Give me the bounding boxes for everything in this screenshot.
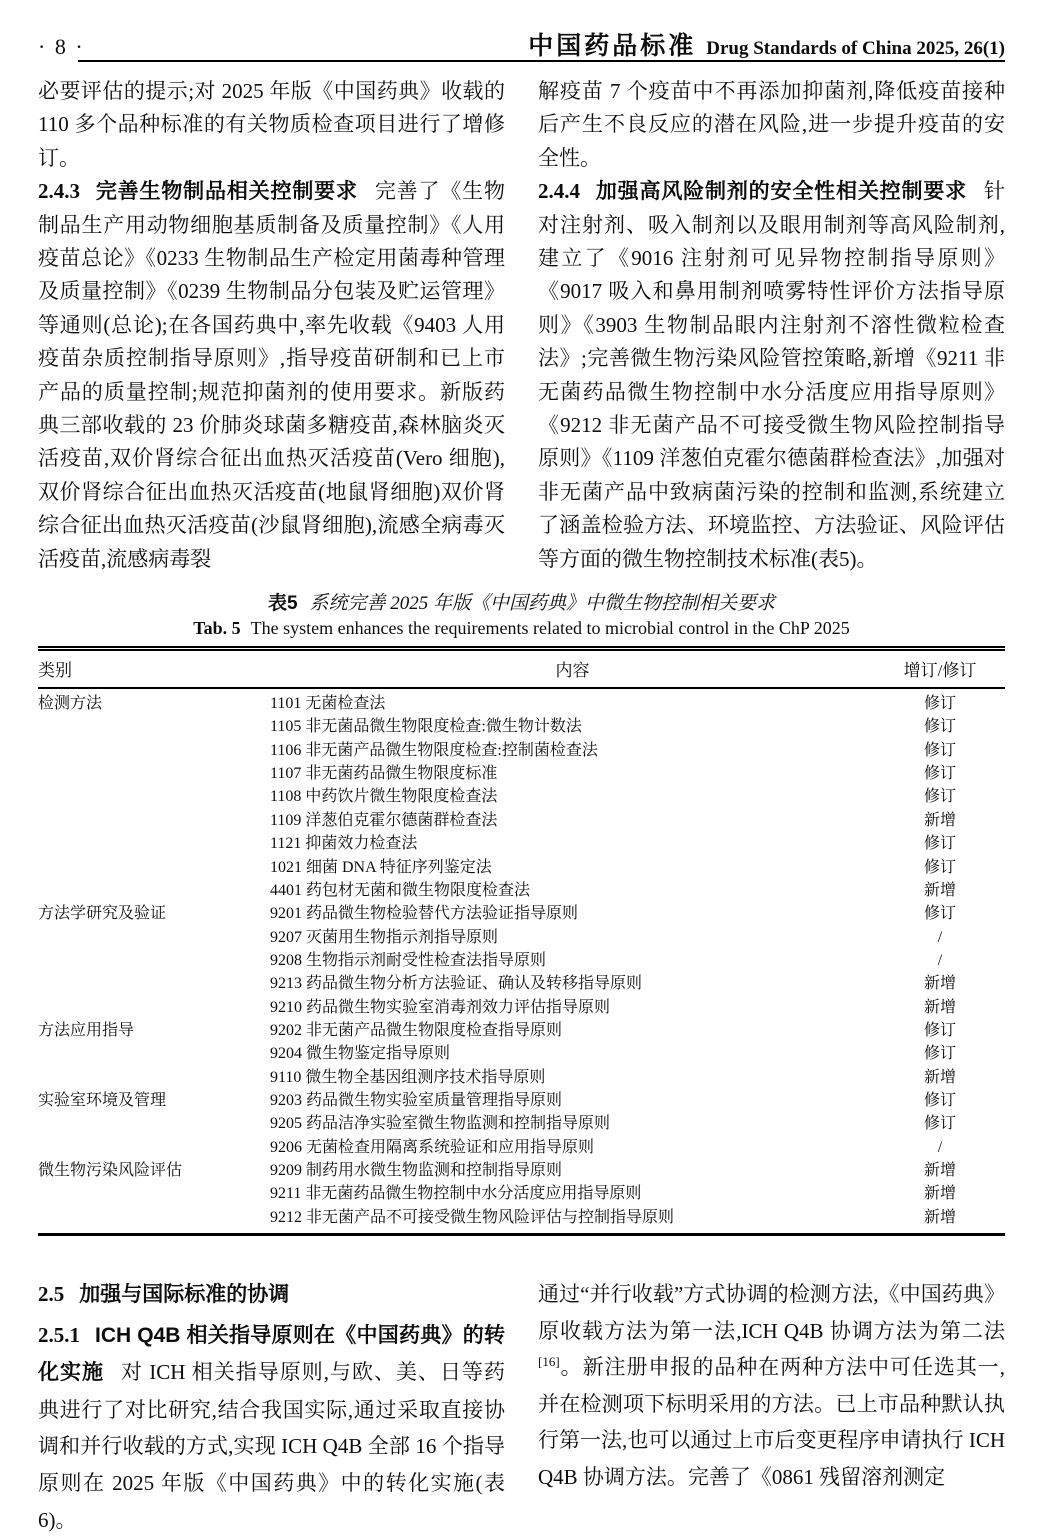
table5 — [38, 646, 1005, 1236]
row-status: / — [937, 951, 943, 969]
row-status: 修订 — [923, 1021, 956, 1039]
row-status: 修订 — [923, 835, 956, 853]
row-status: / — [937, 1138, 943, 1156]
table-row — [38, 1206, 1005, 1235]
row-status: 修订 — [923, 788, 956, 806]
row-content: 9110 微生物全基因组测序技术指导原则 — [270, 1068, 546, 1086]
row-category: 微生物污染风险评估 — [38, 1161, 183, 1179]
row-content: 1105 非无菌品微生物限度检查:微生物计数法 — [270, 718, 582, 736]
table-body — [38, 688, 1005, 1234]
row-content: 9203 药品微生物实验室质量管理指导原则 — [270, 1091, 563, 1109]
table-row — [38, 809, 1005, 832]
table-row — [38, 1042, 1005, 1065]
row-content: 9209 制药用水微生物监测和控制指导原则 — [270, 1161, 563, 1179]
table-caption-en-label: Tab. 5 — [193, 618, 241, 639]
table-row — [38, 972, 1005, 995]
row-content: 1101 无菌检查法 — [270, 695, 386, 713]
row-category — [38, 1136, 270, 1159]
row-category — [38, 1182, 270, 1205]
row-category: 方法应用指导 — [38, 1021, 135, 1039]
row-status: 修订 — [923, 765, 956, 783]
upper-right-column — [538, 75, 1005, 576]
row-status: 新增 — [923, 1208, 956, 1226]
row-content: 4401 药包材无菌和微生物限度检查法 — [270, 881, 531, 899]
row-status: 新增 — [923, 1161, 956, 1179]
row-category: 检测方法 — [38, 695, 103, 713]
section-2-5 — [38, 1276, 505, 1314]
table-caption-en — [38, 618, 1005, 639]
table-row — [38, 785, 1005, 808]
section-2-4-3 — [38, 175, 505, 576]
row-category — [38, 972, 270, 995]
row-content: 9212 非无菌产品不可接受微生物风险评估与控制指导原则 — [270, 1208, 675, 1226]
row-category: 实验室环境及管理 — [38, 1091, 167, 1109]
row-status: 修订 — [923, 1091, 956, 1109]
table-caption-cn — [38, 588, 1005, 615]
section-body: 针对注射剂、吸入制剂以及眼用制剂等高风险制剂,建立了《9016 注射剂可见异物控制指导原则》《9017 吸入和鼻用制剂喷雾特性评价方法指导原则》《3903 生物制品眼内注射剂不溶性微粒检查法》;完善微生物污染风险管控策略,新增《9211 非无菌药品微生物控制中水分活度应用指导原则》《9212 非无菌产品不可接受微生物风险控制指导原则》《1109 洋葱伯克霍尔德菌群检查法》,加强对非无菌产品中致病菌污染的控制和监测,系统建立了涵盖检验方法、环境监控、方法验证、风险评估等方面的微生物控制技术标准(表5)。 — [538, 179, 1005, 571]
row-content: 1107 非无菌药品微生物限度标准 — [270, 765, 498, 783]
section-number: 2.5.1 — [38, 1322, 80, 1347]
reference-marker: [16] — [538, 1354, 560, 1370]
table-row — [38, 926, 1005, 949]
text-after-reference: 。新注册申报的品种在两种方法中可任选其一,并在检测项下标明采用的方法。已上市品种默认执行第一法,也可以通过上市后变更程序申请执行 ICH Q4B 协调方法。完善了《0861 残留溶剂测定 — [538, 1355, 1005, 1489]
table-row — [38, 949, 1005, 972]
row-category — [38, 762, 270, 785]
row-content: 1106 非无菌产品微生物限度检查:控制菌检查法 — [270, 741, 598, 759]
table-caption-cn-label: 表5 — [267, 593, 298, 615]
table-caption-cn-text: 系统完善 2025 年版《中国药典》中微生物控制相关要求 — [309, 593, 776, 615]
row-status: 新增 — [923, 811, 956, 829]
row-category — [38, 739, 270, 762]
paragraph-continuation — [538, 1276, 1005, 1496]
row-category: 方法学研究及验证 — [38, 905, 167, 923]
row-category — [38, 832, 270, 855]
row-category — [38, 1042, 270, 1065]
paragraph-continuation: 解疫苗 7 个疫苗中不再添加抑菌剂,降低疫苗接种后产生不良反应的潜在风险,进一步提升疫苗的安全性。 — [538, 79, 1005, 170]
row-status: 新增 — [923, 998, 956, 1016]
table-row — [38, 996, 1005, 1019]
row-content: 9201 药品微生物检验替代方法验证指导原则 — [270, 905, 579, 923]
row-content: 9207 灭菌用生物指示剂指导原则 — [270, 928, 499, 946]
running-head — [38, 26, 1005, 58]
journal-title-en: Drug Standards of China 2025, 26(1) — [706, 38, 1005, 59]
table-header-row — [38, 649, 1005, 689]
row-status: 修订 — [923, 1115, 956, 1133]
table-row — [38, 1112, 1005, 1135]
journal-title-cn: 中国药品标准 — [528, 32, 697, 60]
table-caption-en-text: The system enhances the requirements related to microbial control in the ChP 2025 — [250, 618, 850, 639]
table-row — [38, 688, 1005, 715]
section-body: 完善了《生物制品生产用动物细胞基质制备及质量控制》《人用疫苗总论》《0233 生物制品生产检定用菌毒种管理及质量控制》《0239 生物制品分包装及贮运管理》等通则(总论);在各国药典中,率先收载《9403 人用疫苗杂质控制指导原则》,指导疫苗研制和已上市产品的质量控制;规范抑菌剂的使用要求。新版药典三部收载的 23 价肺炎球菌多糖疫苗,森林脑炎灭活疫苗,双价肾综合征出血热灭活疫苗(Vero 细胞),双价肾综合征出血热灭活疫苗(地鼠肾细胞)双价肾综合征出血热灭活疫苗(沙鼠肾细胞),流感全病毒灭活疫苗,流感病毒裂 — [38, 179, 506, 571]
row-status: 修订 — [923, 905, 956, 923]
row-category — [38, 1112, 270, 1135]
row-content: 9206 无菌检查用隔离系统验证和应用指导原则 — [270, 1138, 595, 1156]
section-2-4-4 — [538, 175, 1005, 576]
row-status: 新增 — [923, 1185, 956, 1203]
table-header — [38, 649, 1005, 689]
row-content: 1121 抑菌效力检查法 — [270, 835, 418, 853]
section-heading: ICH Q4B 相关指导原则在《中国药典》的转化实施 — [38, 1323, 505, 1385]
row-content: 1021 细菌 DNA 特征序列鉴定法 — [270, 858, 492, 876]
section-heading: 完善生物制品相关控制要求 — [95, 180, 358, 204]
row-status: 修订 — [923, 741, 956, 759]
row-category — [38, 809, 270, 832]
table5-block — [38, 588, 1005, 1236]
table-row — [38, 762, 1005, 785]
row-content: 1109 洋葱伯克霍尔德菌群检查法 — [270, 811, 498, 829]
row-category — [38, 1206, 270, 1235]
journal-title — [134, 26, 1005, 62]
row-content: 9211 非无菌药品微生物控制中水分活度应用指导原则 — [270, 1185, 642, 1203]
section-body: 对 ICH 相关指导原则,与欧、美、日等药典进行了对比研究,结合我国实际,通过采取直接协调和并行收载的方式,实现 ICH Q4B 全部 16 个指导原则在 2025 年版《中国药典》中的转化实施(表6)。 — [38, 1360, 505, 1532]
row-status: / — [937, 928, 943, 946]
row-category — [38, 879, 270, 902]
row-status: 新增 — [923, 881, 956, 899]
section-heading: 加强高风险制剂的安全性相关控制要求 — [595, 180, 967, 204]
section-number: 2.4.4 — [538, 179, 580, 204]
table-row — [38, 879, 1005, 902]
text-before-reference: 通过“并行收载”方式协调的检测方法,《中国药典》原收载方法为第一法,ICH Q4B 协调方法为第二法 — [538, 1282, 1005, 1343]
row-category — [38, 715, 270, 738]
table-row — [38, 1066, 1005, 1089]
table-row — [38, 1159, 1005, 1182]
row-content: 9202 非无菌产品微生物限度检查指导原则 — [270, 1021, 563, 1039]
row-status: 新增 — [923, 1068, 956, 1086]
table-row — [38, 715, 1005, 738]
table-row — [38, 832, 1005, 855]
table-row — [38, 1182, 1005, 1205]
row-status: 修订 — [923, 718, 956, 736]
header-category: 类别 — [38, 661, 72, 681]
table-row — [38, 1136, 1005, 1159]
row-content: 9208 生物指示剂耐受性检查法指导原则 — [270, 951, 547, 969]
lower-left-column — [38, 1276, 505, 1538]
row-content: 9204 微生物鉴定指导原则 — [270, 1045, 451, 1063]
row-content: 9205 药品洁净实验室微生物监测和控制指导原则 — [270, 1115, 611, 1133]
upper-left-column — [38, 75, 505, 576]
row-status: 修订 — [923, 1045, 956, 1063]
table-row — [38, 1019, 1005, 1042]
section-heading: 加强与国际标准的协调 — [79, 1283, 290, 1306]
table-row — [38, 856, 1005, 879]
row-content: 9213 药品微生物分析方法验证、确认及转移指导原则 — [270, 975, 643, 993]
header-status: 增订/修订 — [903, 661, 977, 681]
lower-right-column — [538, 1276, 1005, 1538]
table-row — [38, 739, 1005, 762]
header-content: 内容 — [555, 661, 590, 681]
row-status: 新增 — [923, 975, 956, 993]
row-category — [38, 856, 270, 879]
section-number: 2.4.3 — [38, 179, 80, 204]
table-row — [38, 902, 1005, 925]
row-content: 9210 药品微生物实验室消毒剂效力评估指导原则 — [270, 998, 611, 1016]
section-2-5-1 — [38, 1317, 505, 1538]
page-number: · 8 · — [38, 34, 85, 59]
row-category — [38, 926, 270, 949]
row-category — [38, 949, 270, 972]
row-status: 修订 — [923, 858, 956, 876]
lower-columns — [38, 1276, 1005, 1538]
paragraph-continuation: 必要评估的提示;对 2025 年版《中国药典》收载的 110 多个品种标准的有关物质检查项目进行了增修订。 — [38, 79, 505, 170]
upper-columns — [38, 75, 1005, 576]
table-row — [38, 1089, 1005, 1112]
row-content: 1108 中药饮片微生物限度检查法 — [270, 788, 498, 806]
section-number: 2.5 — [38, 1282, 65, 1306]
row-status: 修订 — [923, 695, 956, 713]
row-category — [38, 996, 270, 1019]
row-category — [38, 1066, 270, 1089]
row-category — [38, 785, 270, 808]
